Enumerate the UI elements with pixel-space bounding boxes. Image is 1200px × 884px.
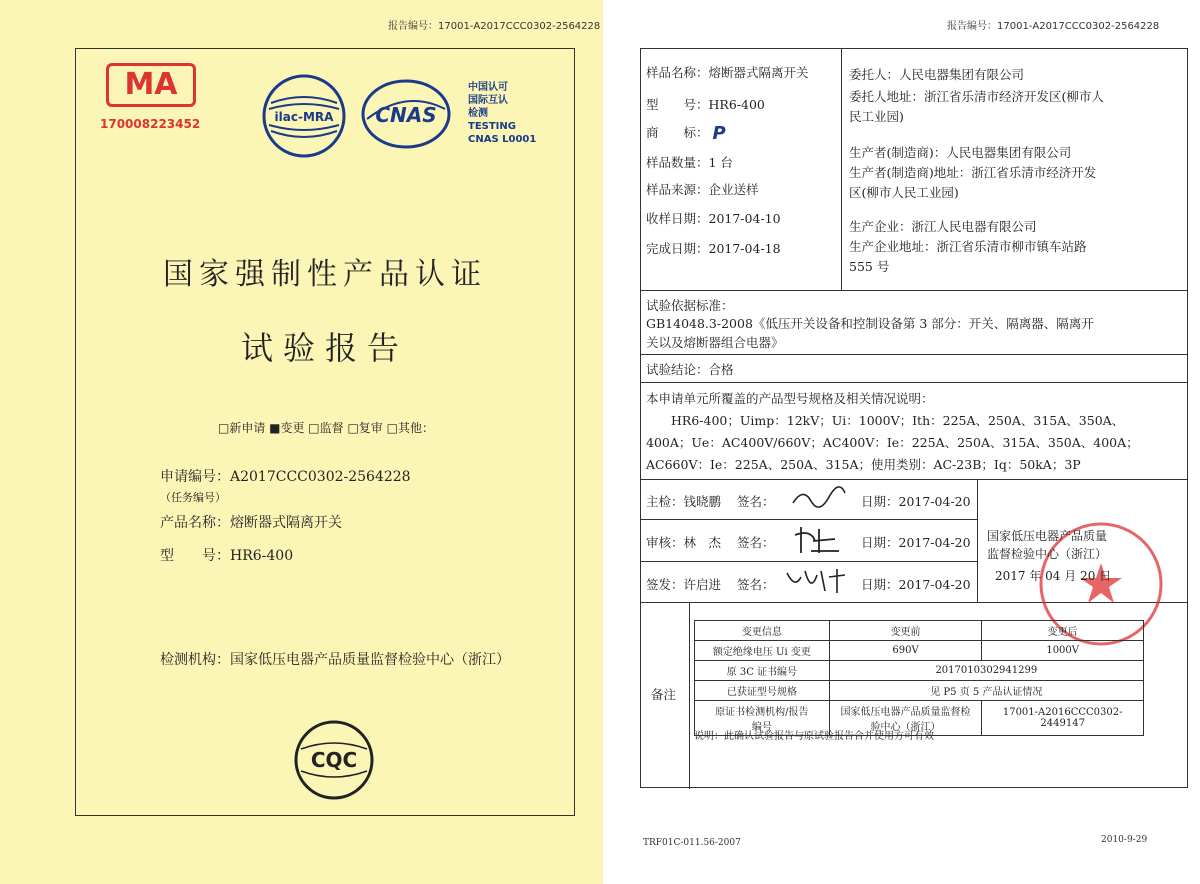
table-row: 变更信息 变更前 变更后 xyxy=(695,621,1144,641)
sample-source: 样品来源：企业送样 xyxy=(646,182,759,197)
cover-subtitle: 试验报告 xyxy=(240,329,409,367)
trademark: 商 标： P xyxy=(646,123,726,144)
sample-qty: 样品数量：1 台 xyxy=(646,155,733,170)
cnas-caption: 中国认可 国际互认 检测 TESTING CNAS L0001 xyxy=(468,82,537,145)
ilac-mra-logo xyxy=(261,73,347,159)
inspector: 主检：钱晓鹏 xyxy=(646,494,722,509)
cnas-logo xyxy=(361,79,451,149)
reviewer: 审核：林 杰 xyxy=(646,535,722,550)
table-row: 额定绝缘电压 Ui 变更 690V 1000V xyxy=(695,641,1144,661)
model-right: 型 号：HR6-400 xyxy=(646,97,765,112)
completed-date: 完成日期：2017-04-18 xyxy=(646,241,781,256)
producer-address: 生产者(制造商)地址：浙江省乐清市经济开发 xyxy=(849,165,1097,180)
basis-standard: GB14048.3-2008《低压开关设备和控制设备第 3 部分：开关、隔离器、隔离开 xyxy=(646,316,1094,331)
ma-number: 170008223452 xyxy=(100,117,201,131)
product-name: 产品名称：熔断器式隔离开关 xyxy=(160,515,342,531)
approver-signature xyxy=(781,563,861,597)
cnas-text: CNAS xyxy=(375,103,437,127)
scope-label: 本申请单元所覆盖的产品型号规格及相关情况说明： xyxy=(646,391,934,406)
org-name: 国家低压电器产品质量 xyxy=(987,529,1108,543)
sample-name: 样品名称：熔断器式隔离开关 xyxy=(646,65,809,80)
application-no: 申请编号：A2017CCC0302-2564228 xyxy=(160,469,411,485)
table-row: 原 3C 证书编号 2017010302941299 xyxy=(695,661,1144,681)
factory-address: 生产企业地址：浙江省乐清市柳市镇车站路 xyxy=(849,239,1087,254)
model: 型 号：HR6-400 xyxy=(160,548,294,564)
scope-line: HR6-400；Uimp：12kV；Ui：1000V；Ith：225A、250A、315A、350A、 xyxy=(671,413,1125,428)
report-page xyxy=(603,0,1200,884)
cqc-text: CQC xyxy=(310,748,358,772)
report-number-right: 报告编号：17001-A2017CCC0302-2564228 xyxy=(947,21,1160,32)
date-2: 日期：2017-04-20 xyxy=(861,535,971,550)
application-types: □新申请 ■变更 □监督 □复审 □其他： xyxy=(218,421,434,435)
table-row: 已获证型号规格 见 P5 页 5 产品认证情况 xyxy=(695,681,1144,701)
factory: 生产企业：浙江人民电器有限公司 xyxy=(849,219,1037,234)
form-code: TRF01C-011.56-2007 xyxy=(643,838,741,848)
ma-logo: MA xyxy=(106,63,196,107)
cqc-logo xyxy=(291,717,377,803)
inspector-signature xyxy=(789,483,849,513)
testing-institution: 检测机构：国家低压电器产品质量监督检验中心（浙江） xyxy=(160,652,510,668)
date-3: 日期：2017-04-20 xyxy=(861,577,971,592)
client-address: 委托人地址：浙江省乐清市经济开发区(柳市人 xyxy=(849,89,1104,104)
producer: 生产者(制造商)：人民电器集团有限公司 xyxy=(849,145,1072,160)
org-date: 2017 年 04 月 20 日 xyxy=(995,569,1112,583)
conclusion: 试验结论：合格 xyxy=(646,362,734,377)
reviewer-signature xyxy=(791,521,851,557)
remarks-note: 说明：此确认试验报告与原试验报告合并使用方可有效 xyxy=(694,731,934,742)
report-frame: 样品名称：熔断器式隔离开关 型 号：HR6-400 商 标： P 样品数量：1 台 样品来源：企业送样 收样日期：2017-04-10 完成日期：2017-04-18 委托人：人民电器集团有限公司 委托人地址：浙江省乐清市经济开发区(柳市人 民工业园) 生产者(制造商)：人民电器集团有限公司 生产者(制造商)地址：浙江省乐清市经济开发 区(柳市人民工业园) 生产企业：浙江人民电器有限公司 生产企业地址：浙江省乐清市柳市镇车站路 555 号 试验依据标准： GB14048.3-2008《低压开关设备和控制设备第 3 部分：开关、隔离器、隔离开 关以及熔断器组合电器》 试验结论：合格 本申请单元所覆盖的产品型号规格及相关情况说明： HR6-400；Uimp：12kV；Ui：1000V；Ith：225A、250A、315A、350A、 400A；Ue：AC400V/660V；AC400V：Ie：225A、250A、315A、350A、400A； AC660V：Ie：225A、250A、315A；使用类别：AC-23B；Iq：50kA；3P 主检：钱晓鹏 签名： 日期：2017-04-20 审核：林 杰 签名： 日期：2017-04-20 签发：许启进 签名： 日期：2017-04-20 国家低压电器产品质量 监督检验中心（浙江） 2017 年 04 月 20 日 备注 变更信息 变更前 变更后 额定绝缘电压 Ui 变更 690V 1000V 原 3C 证书编号 2017010302941299 已获证型号规格 见 P5 页 5 产品认证情况 原证书检测机构/报告 编号 国家低压电器产品质量监督检 验中心（浙江） 17001-A2016CCC0302-2449147 说明：此确认试验报告与原试验报告合并使用方可有效 xyxy=(640,48,1188,788)
cover-title: 国家强制性产品认证 xyxy=(163,257,487,292)
received-date: 收样日期：2017-04-10 xyxy=(646,211,781,226)
report-number: 报告编号：17001-A2017CCC0302-2564228 xyxy=(388,21,601,32)
basis-label: 试验依据标准： xyxy=(646,298,734,313)
trademark-logo: P xyxy=(712,123,726,144)
ilac-text: ilac-MRA xyxy=(274,110,334,124)
client: 委托人：人民电器集团有限公司 xyxy=(849,67,1025,82)
table-row: 原证书检测机构/报告 编号 国家低压电器产品质量监督检 验中心（浙江） 17001-A2016CCC0302-2449147 xyxy=(695,701,1144,736)
task-no-label: （任务编号） xyxy=(160,491,226,504)
change-table xyxy=(694,620,1144,736)
cover-frame xyxy=(75,48,575,816)
date-1: 日期：2017-04-20 xyxy=(861,494,971,509)
remarks-label: 备注 xyxy=(651,687,677,702)
approver: 签发：许启进 xyxy=(646,577,722,592)
form-date: 2010-9-29 xyxy=(1101,835,1148,845)
